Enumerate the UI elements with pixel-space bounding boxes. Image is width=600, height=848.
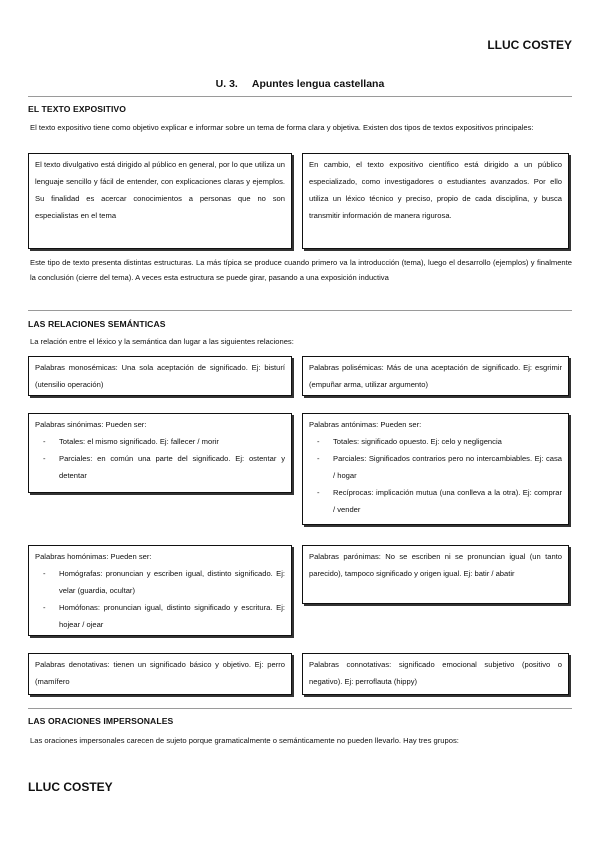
homonimas-list: [35, 565, 285, 633]
antonimas-list: [309, 433, 562, 518]
box-cientifico: [302, 153, 569, 249]
monosemicas-text: Palabras monosémicas: Una sola aceptación de significado. Ej: bisturí (utensilio operación): [35, 363, 285, 389]
unit-number: U. 3.: [215, 78, 238, 90]
box-antonimas: [302, 413, 569, 525]
section-heading-expositivo: EL TEXTO EXPOSITIVO: [28, 104, 127, 114]
list-item: - Parciales: Significados contrarios pero no intercambiables. Ej: casa / hogar: [309, 450, 562, 484]
divider: [28, 310, 572, 311]
box-polisemicas: [302, 356, 569, 396]
section-heading-semanticas: LAS RELACIONES SEMÁNTICAS: [28, 319, 166, 329]
box-homonimas: [28, 545, 292, 636]
list-item: - Homógrafas: pronuncian y escriben igual, distinto significado. Ej: velar (guardia, ocultar): [35, 565, 285, 599]
paronimas-text: Palabras parónimas: No se escriben ni se pronuncian igual (un tanto parecido), tampoco significado y origen igual. Ej: batir / abatir: [309, 552, 562, 578]
divulgativo-text: El texto divulgativo está dirigido al público en general, por lo que utiliza un lenguaje sencillo y fácil de entender, con explicaciones claras y ejemplos. Su finalidad es acercar conocimientos a personas que no son especialistas en el tema: [35, 160, 285, 220]
box-paronimas: [302, 545, 569, 604]
unit-subject: Apuntes lengua castellana: [251, 78, 385, 90]
list-item: - Totales: el mismo significado. Ej: fallecer / morir: [35, 433, 285, 450]
sinonimas-list: [35, 433, 285, 484]
divider: [28, 96, 572, 97]
footer-author: LLUC COSTEY: [28, 780, 113, 794]
polisemicas-text: Palabras polisémicas: Más de una aceptación de significado. Ej: esgrimir (empuñar arma, utilizar argumento): [309, 363, 562, 389]
box-monosemicas: [28, 356, 292, 396]
antonimas-title: Palabras antónimas: Pueden ser:: [309, 420, 422, 429]
list-item: - Homófonas: pronuncian igual, distinto significado y escritura. Ej: hojear / ojear: [35, 599, 285, 633]
expositivo-intro: El texto expositivo tiene como objetivo explicar e informar sobre un tema de forma clara y objetiva. Existen dos tipos de textos expositivos principales:: [30, 123, 534, 132]
box-denotativas: [28, 653, 292, 695]
list-item: - Totales: significado opuesto. Ej: celo y negligencia: [309, 433, 562, 450]
box-divulgativo: [28, 153, 292, 249]
sinonimas-title: Palabras sinónimas: Pueden ser:: [35, 420, 147, 429]
impersonales-intro: Las oraciones impersonales carecen de sujeto porque gramaticalmente o semánticamente no pueden llevarlo. Hay tres grupos:: [30, 736, 459, 745]
box-sinonimas: [28, 413, 292, 493]
page-title: [0, 78, 600, 90]
cientifico-text: En cambio, el texto expositivo científico está dirigido a un público especializado, como investigadores o estudiantes avanzados. Por ello utiliza un léxico técnico y preciso, propio de cada disciplina, y busca transmitir información de manera rigurosa.: [309, 160, 562, 220]
expositivo-structure: Este tipo de texto presenta distintas estructuras. La más típica se produce cuando primero va la introducción (tema), luego el desarrollo (ejemplos) y finalmente la conclusión (cierre del tema). A veces esta estructura se puede girar, pasando a una exposición inductiva: [30, 258, 572, 282]
header-author: LLUC COSTEY: [487, 38, 572, 52]
semanticas-intro: La relación entre el léxico y la semántica dan lugar a las siguientes relaciones:: [30, 337, 294, 346]
connotativas-text: Palabras connotativas: significado emocional subjetivo (positivo o negativo). Ej: perroflauta (hippy): [309, 660, 562, 686]
box-connotativas: [302, 653, 569, 695]
list-item: - Parciales: en común una parte del significado. Ej: ostentar y detentar: [35, 450, 285, 484]
homonimas-title: Palabras homónimas: Pueden ser:: [35, 552, 152, 561]
denotativas-text: Palabras denotativas: tienen un significado básico y objetivo. Ej: perro (mamífero: [35, 660, 285, 686]
divider: [28, 708, 572, 709]
section-heading-impersonales: LAS ORACIONES IMPERSONALES: [28, 716, 174, 726]
list-item: - Recíprocas: implicación mutua (una conlleva a la otra). Ej: comprar / vender: [309, 484, 562, 518]
